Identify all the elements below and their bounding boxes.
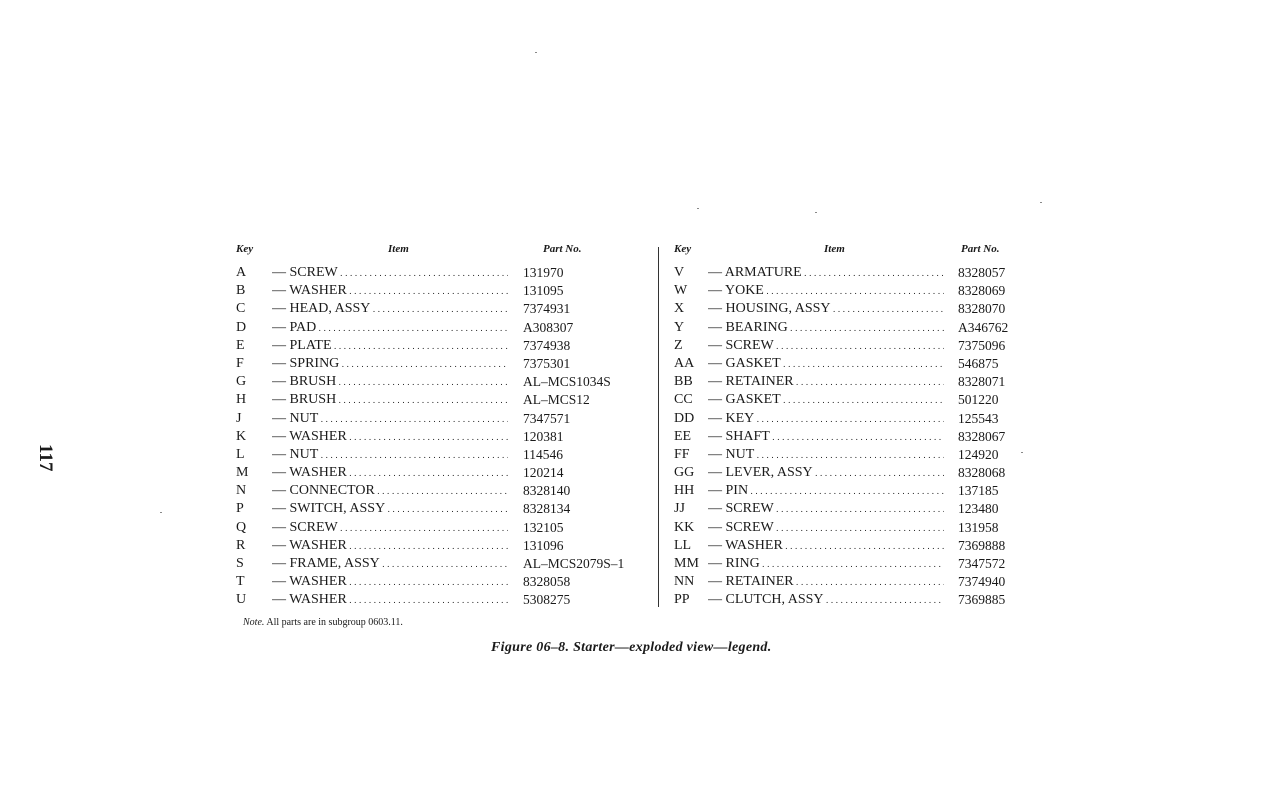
row-item: — HOUSING, ASSY . . . <box>708 300 944 318</box>
header-item: Item <box>388 243 409 255</box>
row-key: S <box>236 556 244 571</box>
row-key: JJ <box>674 501 685 517</box>
row-key: E <box>236 337 245 353</box>
scan-speck <box>697 208 699 209</box>
row-part-no: 7347571 <box>523 410 571 426</box>
row-item: — NUT . . . <box>272 446 508 464</box>
row-key: P <box>236 501 244 517</box>
row-part-no: 8328068 <box>958 465 1006 481</box>
scan-speck <box>160 512 162 513</box>
table-row <box>236 355 650 373</box>
column-divider <box>658 247 659 607</box>
row-key: C <box>236 301 246 317</box>
row-key: B <box>236 283 246 299</box>
row-key: K <box>236 428 247 444</box>
row-part-no: 7374940 <box>958 574 1006 590</box>
row-part-no: 546875 <box>958 355 999 371</box>
row-part-no: 7369888 <box>958 537 1006 553</box>
table-row <box>236 573 650 591</box>
row-item: — SCREW . . . <box>272 519 508 537</box>
figure-caption: Figure 06–8. Starter—exploded view—legend. <box>491 640 772 655</box>
row-part-no: A308307 <box>523 319 574 335</box>
row-part-no: 120381 <box>523 428 564 444</box>
table-row <box>236 591 650 609</box>
table-row <box>674 319 1024 337</box>
row-item: — PIN . . . <box>708 482 944 500</box>
row-part-no: 5308275 <box>523 592 571 608</box>
row-item: — WASHER . . . <box>708 537 944 555</box>
row-part-no: 131095 <box>523 283 564 299</box>
row-part-no: A346762 <box>958 319 1009 335</box>
table-row <box>236 428 650 446</box>
row-item: — KEY . . . <box>708 410 944 428</box>
header-part-no: Part No. <box>543 243 582 255</box>
row-part-no: 8328069 <box>958 283 1006 299</box>
row-item: — BEARING . . . <box>708 319 944 337</box>
row-part-no: 114546 <box>523 446 563 462</box>
table-row <box>236 391 650 409</box>
row-key: KK <box>674 519 695 535</box>
row-part-no: 131970 <box>523 265 564 280</box>
row-item: — PLATE . . . <box>272 337 508 355</box>
row-part-no: AL–MCS1034S <box>523 374 611 390</box>
row-part-no: AL–MCS2079S–1 <box>523 556 625 571</box>
scan-speck <box>535 52 537 53</box>
header-key: Key <box>236 243 254 255</box>
row-part-no: 7375096 <box>958 337 1006 353</box>
row-part-no: 7374931 <box>523 301 571 317</box>
scan-speck <box>1021 452 1023 453</box>
table-row <box>674 500 1024 518</box>
row-part-no: 120214 <box>523 465 564 481</box>
row-key: X <box>674 301 685 317</box>
row-part-no: 7374938 <box>523 337 571 353</box>
table-row <box>236 482 650 500</box>
row-item: — WASHER . . . <box>272 537 508 555</box>
row-key: M <box>236 465 249 481</box>
table-row <box>674 373 1024 391</box>
row-key: CC <box>674 392 693 408</box>
row-key: W <box>674 283 688 299</box>
row-part-no: 124920 <box>958 446 999 462</box>
row-item: — WASHER . . . <box>272 591 508 609</box>
row-key: EE <box>674 428 692 444</box>
row-part-no: 131958 <box>958 519 999 535</box>
row-key: F <box>236 355 244 371</box>
row-item: — SCREW . . . <box>708 500 944 518</box>
header-item: Item <box>824 243 845 255</box>
row-item: — GASKET . . . <box>708 391 944 409</box>
row-item: — BRUSH . . . <box>272 391 508 409</box>
table-row <box>674 573 1024 591</box>
row-part-no: 123480 <box>958 501 999 517</box>
row-item: — RETAINER . . . <box>708 573 944 591</box>
row-key: A <box>236 265 247 280</box>
table-row <box>674 446 1024 464</box>
header-key: Key <box>674 243 692 255</box>
table-row <box>236 337 650 355</box>
table-row <box>674 300 1024 318</box>
table-row <box>236 500 650 518</box>
table-row <box>674 519 1024 537</box>
row-item: — FRAME, ASSY . . . <box>272 555 508 573</box>
row-key: NN <box>674 574 695 590</box>
table-row <box>674 337 1024 355</box>
table-row <box>674 464 1024 482</box>
row-part-no: 8328134 <box>523 501 571 517</box>
table-row <box>674 555 1024 573</box>
legend-rows-right <box>674 264 1024 610</box>
row-key: R <box>236 537 246 553</box>
row-item: — SWITCH, ASSY . . . <box>272 500 508 518</box>
row-part-no: 131096 <box>523 537 564 553</box>
table-row <box>674 410 1024 428</box>
row-part-no: 8328057 <box>958 265 1006 280</box>
row-item: — GASKET . . . <box>708 355 944 373</box>
row-key: N <box>236 483 247 499</box>
row-key: DD <box>674 410 695 426</box>
row-item: — SCREW . . . <box>708 337 944 355</box>
row-key: J <box>236 410 242 426</box>
row-key: H <box>236 392 247 408</box>
row-key: V <box>674 265 685 280</box>
row-key: G <box>236 374 247 390</box>
row-item: — SPRING . . . <box>272 355 508 373</box>
table-row <box>674 282 1024 300</box>
row-key: MM <box>674 556 699 571</box>
row-key: GG <box>674 465 695 481</box>
row-item: — WASHER . . . <box>272 464 508 482</box>
row-part-no: 137185 <box>958 483 999 499</box>
table-row <box>674 482 1024 500</box>
row-part-no: 8328067 <box>958 428 1006 444</box>
row-key: L <box>236 446 245 462</box>
row-key: PP <box>674 592 690 608</box>
table-row <box>674 591 1024 609</box>
row-item: — SCREW . . . <box>708 519 944 537</box>
row-item: — ARMATURE . . . <box>708 264 944 282</box>
table-row <box>236 410 650 428</box>
row-item: — NUT . . . <box>272 410 508 428</box>
table-row <box>674 264 1024 282</box>
table-row <box>236 373 650 391</box>
row-key: Z <box>674 337 683 353</box>
table-row <box>674 537 1024 555</box>
table-row <box>674 428 1024 446</box>
note-label: Note. <box>243 617 265 628</box>
row-key: Y <box>674 319 685 335</box>
row-key: AA <box>674 355 695 371</box>
row-item: — NUT . . . <box>708 446 944 464</box>
scan-speck <box>1040 202 1042 203</box>
row-item: — PAD . . . <box>272 319 508 337</box>
table-row <box>236 282 650 300</box>
row-item: — CONNECTOR . . . <box>272 482 508 500</box>
row-key: D <box>236 319 247 335</box>
row-part-no: 501220 <box>958 392 999 408</box>
row-key: BB <box>674 374 693 390</box>
row-item: — BRUSH . . . <box>272 373 508 391</box>
row-part-no: 7347572 <box>958 556 1006 571</box>
row-key: U <box>236 592 247 608</box>
note <box>243 617 403 628</box>
row-part-no: 7369885 <box>958 592 1006 608</box>
table-row <box>236 519 650 537</box>
row-key: HH <box>674 483 695 499</box>
row-item: — SCREW . . . <box>272 264 508 282</box>
row-key: LL <box>674 537 692 553</box>
row-item: — WASHER . . . <box>272 573 508 591</box>
row-key: T <box>236 574 245 590</box>
row-item: — RETAINER . . . <box>708 373 944 391</box>
row-part-no: 8328140 <box>523 483 571 499</box>
table-row <box>236 446 650 464</box>
row-part-no: 7375301 <box>523 355 571 371</box>
row-item: — WASHER . . . <box>272 282 508 300</box>
table-row <box>674 355 1024 373</box>
row-item: — LEVER, ASSY . . . <box>708 464 944 482</box>
row-key: Q <box>236 519 247 535</box>
row-key: FF <box>674 446 690 462</box>
row-part-no: 8328058 <box>523 574 571 590</box>
table-row <box>236 319 650 337</box>
row-item: — HEAD, ASSY . . . <box>272 300 508 318</box>
row-part-no: 8328070 <box>958 301 1006 317</box>
table-row <box>674 391 1024 409</box>
table-row <box>236 464 650 482</box>
page-number: 117 <box>35 444 56 472</box>
table-row <box>236 300 650 318</box>
legend-rows-left <box>236 264 650 610</box>
row-item: — SHAFT . . . <box>708 428 944 446</box>
row-item: — WASHER . . . <box>272 428 508 446</box>
table-row <box>236 555 650 573</box>
row-part-no: 8328071 <box>958 374 1006 390</box>
table-row <box>236 264 650 282</box>
row-part-no: AL–MCS12 <box>523 392 590 408</box>
header-part-no: Part No. <box>961 243 1000 255</box>
note-text: All parts are in subgroup 0603.11. <box>266 617 403 628</box>
row-part-no: 125543 <box>958 410 999 426</box>
row-item: — YOKE . . . <box>708 282 944 300</box>
parts-legend <box>0 243 1264 613</box>
row-item: — CLUTCH, ASSY . . . <box>708 591 944 609</box>
table-row <box>236 537 650 555</box>
row-item: — RING . . . <box>708 555 944 573</box>
scan-speck <box>815 212 817 213</box>
row-part-no: 132105 <box>523 519 564 535</box>
